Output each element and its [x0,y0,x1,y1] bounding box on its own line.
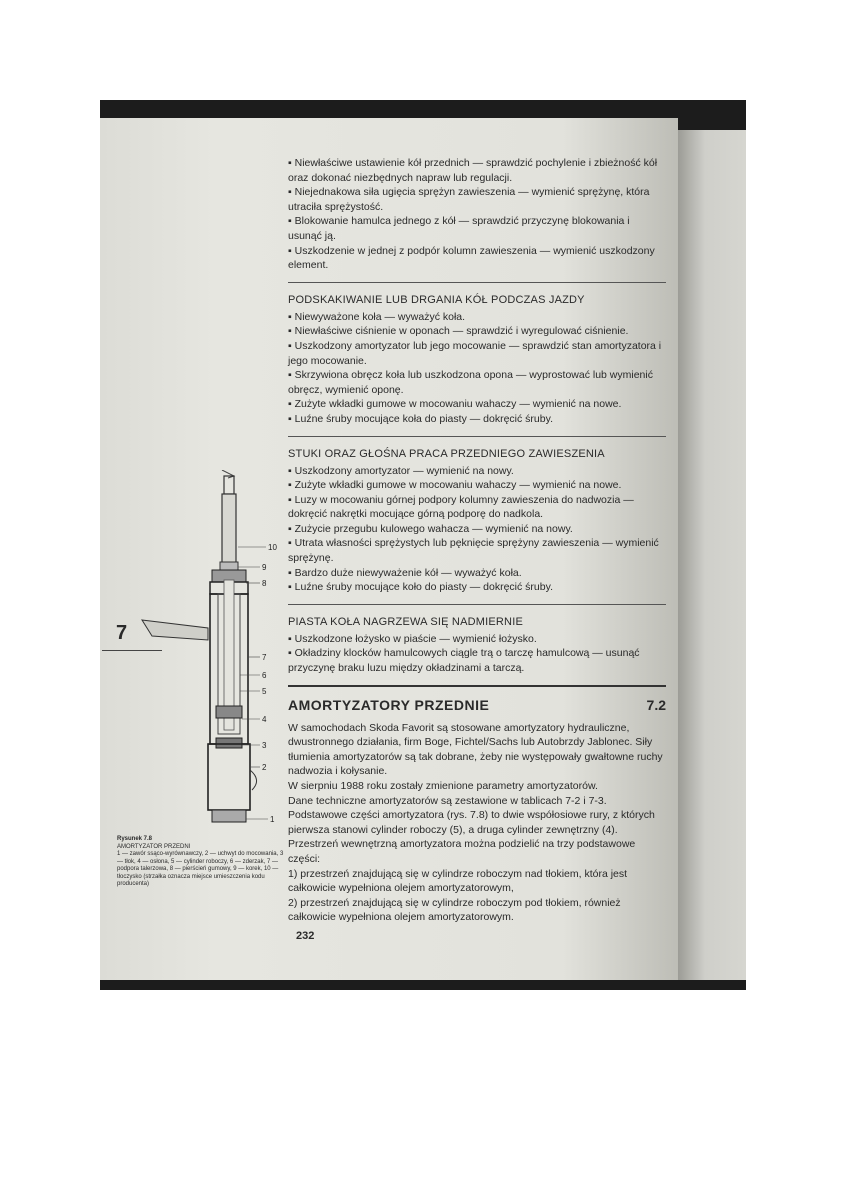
spring-plate [142,620,208,640]
list-item: ▪ Uszkodzenie w jednej z podpór kolumn zawieszenia — wymienić uszkodzony element. [288,244,666,273]
list-item: ▪ Niewyważone koła — wyważyć koła. [288,310,666,325]
list-item: ▪ Luźne śruby mocujące koła do piasty — dokręcić śruby. [288,412,666,427]
paragraph: 1) przestrzeń znajdującą się w cylindrze roboczym nad tłokiem, która jest całkowicie wypełniona olejem amortyzatorowym, [288,867,628,895]
paragraph: 2) przestrzeń znajdującą się w cylindrze roboczym pod tłokiem, również całkowicie wypełniona olejem amortyzatorowym. [288,896,621,924]
list-item: ▪ Blokowanie hamulca jednego z kół — sprawdzić przyczynę blokowania i usunąć ją. [288,214,666,243]
list-item: ▪ Niewłaściwe ustawienie kół przednich — sprawdzić pochylenie i zbieżność kół oraz dokonać niezbędnych napraw lub regulacji. [288,156,666,185]
caption-title: Rysunek 7.8 [117,836,153,842]
figure-label: 6 [262,671,267,680]
list-item: ▪ Uszkodzony amortyzator lub jego mocowanie — sprawdzić stan amortyzatora i jego mocowanie. [288,339,666,368]
figure-label: 8 [262,579,267,588]
figure-label: 7 [262,653,267,662]
mount-bracket [250,770,257,790]
figure-label: 5 [262,687,267,696]
list-item: ▪ Niejednakowa siła ugięcia sprężyn zawieszenia — wymienić sprężynę, która utraciła sprężystość. [288,185,666,214]
paragraph: W samochodach Skoda Favorit są stosowane amortyzatory hydrauliczne, dwustronnego działania, firm Boge, Fichtel/Sachs lub Autobrzdy Jablonec. Siły tłumienia amortyzatorów są tak dobrane, żeby nie występowały gwałtowne ruchy nadwozia i kołysanie. [288,721,663,778]
main-text-column [288,156,666,925]
list-item: ▪ Niewłaściwe ciśnienie w oponach — sprawdzić i wyregulować ciśnienie. [288,324,666,339]
lower-tube [208,744,250,810]
section-hub-overheat [288,615,666,676]
list-item: ▪ Bardzo duże niewyważenie kół — wyważyć koła. [288,566,666,581]
list-item: ▪ Zużyte wkładki gumowe w mocowaniu wahaczy — wymienić na nowe. [288,397,666,412]
caption-subtitle: AMORTYZATOR PRZEDNI [117,843,191,850]
section-divider [288,685,666,687]
list-item: ▪ Uszkodzony amortyzator — wymienić na nowy. [288,464,666,479]
list-item: ▪ Luźne śruby mocujące koło do piasty — dokręcić śruby. [288,580,666,595]
figure-label: 4 [262,715,267,724]
divider [288,282,666,283]
caption-text: 1 — zawór ssąco-wyrównawczy, 2 — uchwyt do mocowania, 3 — tłok, 4 — osłona, 5 — cylinder roboczy, 6 — zderzak, 7 — podpora talerzowa, 8 — pierścień gumowy, 9 — korek, 10 — tłoczysko (strzałka oznacza miejsce umieszczenia kodu producenta) [117,851,284,887]
shock-absorber-figure [112,470,287,830]
list-item: ▪ Skrzywiona obręcz koła lub uszkodzona opona — wyprostować lub wymienić obręcz, wymienić oponę. [288,368,666,397]
list-item: ▪ Uszkodzone łożysko w piaście — wymienić łożysko. [288,632,666,647]
figure-label: 2 [262,763,267,772]
section-shock-absorbers [288,697,666,925]
section-heading: PODSKAKIWANIE LUB DRGANIA KÓŁ PODCZAS JAZDY [288,293,585,306]
section-title: AMORTYZATORY PRZEDNIE [288,696,490,713]
list-item: ▪ Okładziny klocków hamulcowych ciągle trą o tarczę hamulcową — usunąć przyczynę braku luzu między okładzinami a tarczą. [288,646,666,675]
figure-label: 10 [268,543,277,552]
list-item: ▪ Luzy w mocowaniu górnej podpory kolumny zawieszenia do nadwozia — dokręcić nakrętki mocujące górną podporę do nadkola. [288,493,666,522]
divider [288,436,666,437]
bottom-cap [212,810,246,822]
adjacent-page-edge [678,130,746,980]
figure-label: 9 [262,563,267,572]
piston-rod-top [224,476,234,494]
chapter-marker: 7 [116,622,128,644]
divider [288,604,666,605]
figure-caption [117,836,289,889]
section-heading: STUKI ORAZ GŁOŚNA PRACA PRZEDNIEGO ZAWIESZENIA [288,447,605,460]
list-item: ▪ Zużycie przegubu kulowego wahacza — wymienić na nowy. [288,522,666,537]
causes-top-list [288,156,666,273]
list-item: ▪ Utrata własności sprężystych lub pęknięcie sprężyny zawieszenia — wymienić sprężynę. [288,536,666,565]
paragraph: Dane techniczne amortyzatorów są zestawione w tablicach 7-2 i 7-3. [288,794,607,807]
plug [220,562,238,570]
paragraph: W sierpniu 1988 roku zostały zmienione parametry amortyzatorów. [288,780,598,792]
section-knocking [288,447,666,595]
figure-label: 1 [270,815,275,824]
figure-label: 3 [262,741,267,750]
figure-labels [262,543,277,824]
section-title-row [288,697,666,713]
section-wheel-bounce [288,293,666,427]
piston [216,706,242,718]
page-number: 232 [296,930,315,942]
list-item: ▪ Zużyte wkładki gumowe w mocowaniu wahaczy — wymienić na nowe. [288,478,666,493]
section-number: 7.2 [646,696,666,713]
section-heading: PIASTA KOŁA NAGRZEWA SIĘ NADMIERNIE [288,615,523,628]
base-valve [216,738,242,748]
paragraph: Podstawowe części amortyzatora (rys. 7.8) to dwie współosiowe rury, z których pierwsza stanowi cylinder roboczy (5), a druga cylinder zewnętrzny (4). Przestrzeń wewnętrzną amortyzatora można podzielić na trzy podstawowe części: [288,809,655,865]
